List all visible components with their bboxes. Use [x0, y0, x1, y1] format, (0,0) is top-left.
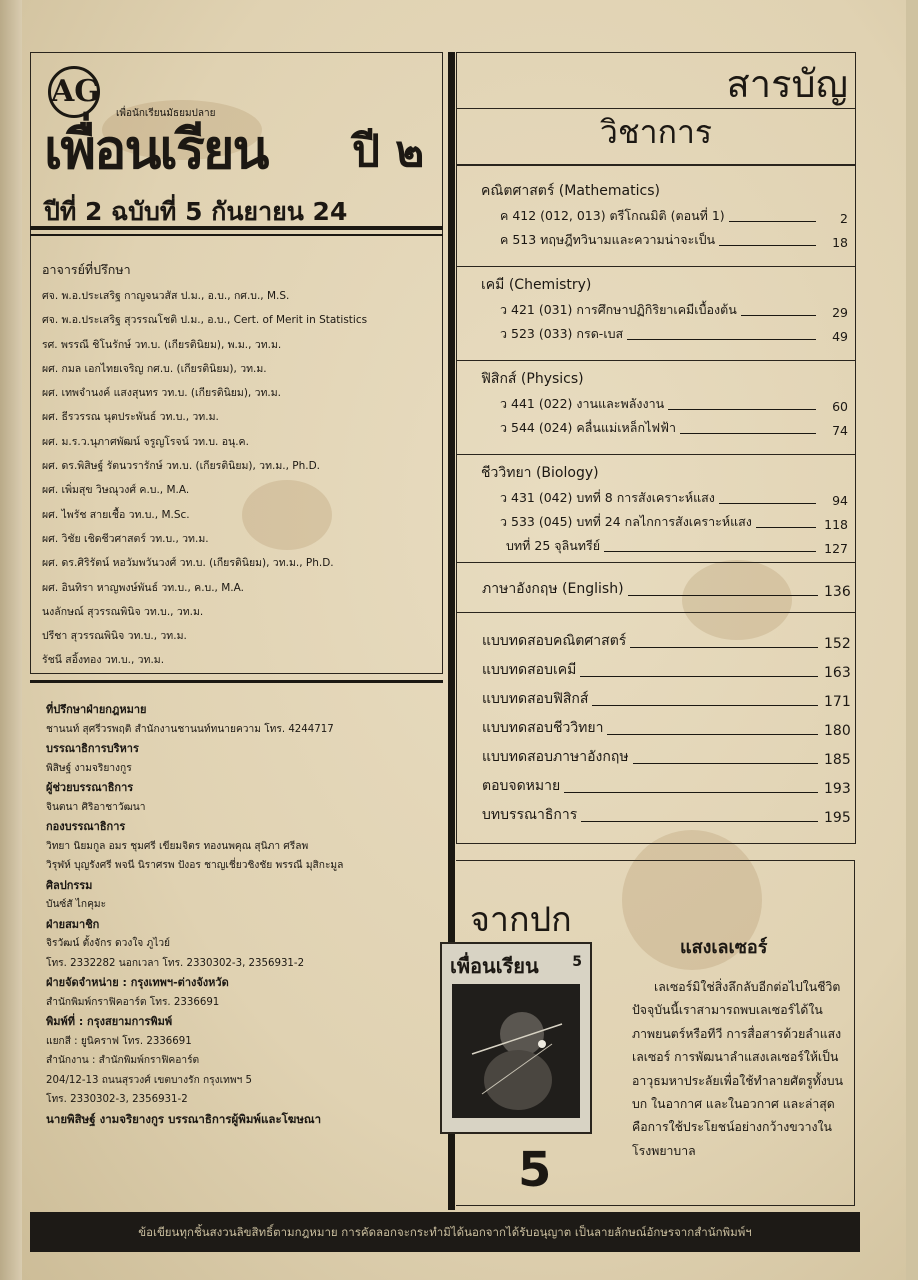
staff-line: บันซ์สั ไกคุมะ [46, 899, 107, 910]
toc-page-number: 127 [824, 541, 848, 556]
toc-page-number: 193 [824, 781, 851, 797]
toc-divider [456, 454, 856, 455]
masthead-rule [30, 226, 443, 230]
toc-row[interactable] [500, 230, 848, 250]
toc-row[interactable] [482, 688, 850, 710]
staff-line: โทร. 2332282 นอกเวลา โทร. 2330302-3, 2356931-2 [46, 957, 305, 969]
toc-label: ค 412 (012, 013) ตรีโกณมิติ (ตอนที่ 1) [500, 208, 725, 223]
staff-line: พิสิษฐ์ งามจริยางกูร [46, 762, 132, 774]
toc-divider [456, 562, 856, 563]
masthead-rule-thin [30, 234, 443, 236]
advisor-entry: ผศ. ธีรวรรณ นุตประพันธ์ วท.บ., วท.ม. [42, 411, 219, 424]
advisors-list [42, 284, 437, 673]
toc-leader-line [719, 503, 816, 504]
left-column [30, 52, 444, 1204]
article-body: เลเซอร์มิใช่สิ่งลึกลับอีกต่อไปในชีวิตปัจจุบันนี้เราสามารถพบเลเซอร์ได้ในภาพยนตร์หรือทีวี การสื่อสารด้วยลำแสงเลเซอร์ การพัฒนาลำแสงเลเซอร์ให้เป็นอาวุธมหาประลัยเพื่อใช้ทำลายศัตรูทั้งบนบก ในอากาศ และในอวกาศ และล่าสุดคือการใช้ประโยชน์อย่างกว้างขวางในโรงพยาบาล [632, 980, 843, 1158]
cover-thumb-title: เพื่อนเรียน [450, 954, 539, 978]
cover-thumb-number: 5 [572, 954, 582, 970]
staff-heading: ที่ปรึกษาฝ่ายกฎหมาย [46, 703, 147, 716]
copyright-text: ข้อเขียนทุกชิ้นสงวนลิขสิทธิ์ตามกฎหมาย การคัดลอกจะกระทำมิได้นอกจากได้รับอนุญาต เป็นลายลักษณ์อักษรจากสำนักพิมพ์ฯ [138, 1225, 752, 1239]
toc-row[interactable] [500, 206, 848, 226]
toc-row[interactable] [482, 746, 850, 768]
toc-leader-line [729, 221, 816, 222]
toc-page-number: 180 [824, 723, 851, 739]
toc-leader-line [592, 705, 818, 706]
cover-issue-number: 5 [518, 1142, 552, 1198]
toc-row[interactable] [482, 659, 850, 681]
toc-leader-line [628, 595, 818, 596]
toc-leader-line [741, 315, 816, 316]
toc-row[interactable] [482, 717, 850, 739]
toc-page-number: 152 [824, 636, 851, 652]
advisor-entry: ผศ. ไพรัช สายเชื้อ วท.บ., M.Sc. [42, 508, 190, 521]
advisors-heading: อาจารย์ที่ปรึกษา [42, 262, 131, 277]
toc-page-number: 136 [824, 584, 851, 600]
year-mark: ปี ๒ [352, 126, 425, 177]
toc-page-number: 185 [824, 752, 851, 768]
toc-leader-line [680, 433, 816, 434]
toc-title: สารบัญ [726, 62, 848, 106]
toc-page-number: 49 [832, 329, 848, 344]
advisor-entry: ผศ. กมล เอกไทยเจริญ กศ.บ. (เกียรตินิยม), วท.ม. [42, 362, 267, 375]
staff-line: จิรวัฒน์ ตั้งจักร ดวงใจ ภูไวย์ [46, 938, 171, 949]
toc-leader-line [630, 647, 818, 648]
magazine-title: เพื่อนเรียน [44, 118, 268, 181]
cover-heading: จากปก [470, 900, 572, 940]
advisor-entry: ศจ. พ.อ.ประเสริฐ กาญจนวสัส ป.ม., อ.บ., กศ.บ., M.S. [42, 290, 290, 302]
staff-credits [46, 700, 446, 1129]
toc-rule [456, 108, 856, 109]
toc-row[interactable] [500, 512, 848, 532]
toc-page-number: 163 [824, 665, 851, 681]
advisor-entry: รัชนี สอิ้งทอง วท.บ., วท.ม. [42, 654, 165, 667]
toc-page-number: 18 [832, 235, 848, 250]
toc-label: ตอบจดหมาย [482, 778, 561, 794]
staff-line: วิทยา นิยมกูล อมร ชุมศรี เขียมจิตร ทองนพคุณ สุนิภา ศรีลพ [46, 840, 309, 852]
right-column [450, 52, 856, 1212]
tagline: เพื่อนักเรียนมัธยมปลาย [116, 108, 216, 119]
staff-line: แยกสี : ยูนิคราฟ โทร. 2336691 [46, 1035, 192, 1047]
toc-label: ค 513 ทฤษฎีทวินามและความน่าจะเป็น [500, 232, 716, 247]
toc-leader-line [607, 734, 818, 735]
toc-leader-line [564, 792, 818, 793]
toc-label: ว 544 (024) คลื่นแม่เหล็กไฟฟ้า [500, 420, 677, 435]
toc-label: ว 421 (031) การศึกษาปฏิกิริยาเคมีเบื้องต้น [500, 302, 737, 317]
toc-leader-line [756, 527, 816, 528]
advisor-entry: ผศ. เพิ่มสุข วิษณุวงศ์ ค.บ., M.A. [42, 484, 190, 497]
toc-row[interactable] [500, 488, 848, 508]
toc-row[interactable] [506, 536, 848, 556]
advisor-entry: ผศ. ดร.ศิริรัตน์ หอวัมพวันวงศ์ วท.บ. (เกียรตินิยม), วท.ม., Ph.D. [42, 557, 334, 570]
toc-label: ว 431 (042) บทที่ 8 การสังเคราะห์แสง [500, 490, 715, 505]
toc-category: เคมี (Chemistry) [481, 277, 592, 293]
toc-row[interactable] [482, 578, 850, 600]
toc-category: ชีววิทยา (Biology) [481, 465, 599, 481]
staff-line: ชานนท์ สุศรีวรพฤติ สำนักงานชานนท์ทนายความ โทร. 4244717 [46, 723, 334, 735]
advisor-entry: ผศ. เทพจำนงค์ แสงสุนทร วท.บ. (เกียรตินิยม), วท.ม. [42, 387, 282, 400]
article-title: แสงเลเซอร์ [680, 937, 768, 958]
toc-row[interactable] [500, 418, 848, 438]
staff-heading: พิมพ์ที่ : กรุงสยามการพิมพ์ [46, 1015, 173, 1028]
toc-label: บทที่ 25 จุลินทรีย์ [506, 538, 601, 553]
cover-thumbnail [440, 942, 592, 1134]
advisor-entry: นงลักษณ์ สุวรรณพินิจ วท.บ., วท.ม. [42, 605, 204, 618]
toc-leader-line [627, 339, 816, 340]
toc-leader-line [580, 676, 818, 677]
advisor-entry: ผศ. วิชัย เชิดชีวศาสตร์ วท.บ., วท.ม. [42, 532, 209, 545]
toc-page-number: 2 [840, 211, 848, 226]
advisor-entry: ผศ. ม.ร.ว.นุภาศพัฒน์ จรูญโรจน์ วท.บ. อนุ.ค. [42, 435, 249, 448]
staff-line: สำนักพิมพ์กราฟิคอาร์ต โทร. 2336691 [46, 996, 220, 1008]
section-rule [30, 680, 443, 683]
toc-row[interactable] [482, 804, 850, 826]
toc-subtitle: วิชาการ [599, 113, 713, 151]
toc-page-number: 118 [824, 517, 848, 532]
toc-leader-line [604, 551, 816, 552]
toc-leader-line [668, 409, 816, 410]
toc-category: ฟิสิกส์ (Physics) [481, 371, 584, 387]
toc-divider [456, 360, 856, 361]
staff-line: วิรุฬห์ บุญรังศรี พจนี นิราศรพ ปังอร ชาญเชี่ยวชิงชัย พรรณี มุสิกะมูล [46, 860, 344, 871]
staff-line: โทร. 2330302-3, 2356931-2 [46, 1094, 188, 1105]
toc-row[interactable] [500, 300, 848, 320]
toc-category: คณิตศาสตร์ (Mathematics) [481, 183, 660, 199]
toc-leader-line [581, 821, 818, 822]
staff-heading: ศิลปกรรม [46, 878, 93, 892]
toc-label: แบบทดสอบฟิสิกส์ [482, 691, 589, 707]
toc-label: ว 523 (033) กรด-เบส [500, 326, 624, 341]
toc-label: ว 441 (022) งานและพลังงาน [500, 396, 665, 411]
toc-label: ภาษาอังกฤษ (English) [482, 581, 624, 597]
toc-label: แบบทดสอบคณิตศาสตร์ [482, 633, 627, 649]
staff-heading: บรรณาธิการบริหาร [46, 742, 139, 755]
staff-heading: กองบรรณาธิการ [46, 820, 126, 833]
toc-row[interactable] [482, 775, 850, 797]
staff-line: จินตนา ศิริอาชาวัฒนา [46, 801, 146, 813]
toc-row[interactable] [500, 394, 848, 414]
toc-page-number: 74 [832, 423, 848, 438]
toc-label: แบบทดสอบเคมี [482, 662, 577, 678]
staff-heading: ฝ่ายสมาชิก [46, 917, 100, 931]
copyright-banner [30, 1212, 860, 1252]
cover-photo [452, 984, 580, 1118]
toc-page-number: 195 [824, 810, 851, 826]
staff-heading: ผู้ช่วยบรรณาธิการ [46, 781, 134, 794]
toc-label: บทบรรณาธิการ [482, 807, 578, 823]
advisor-entry: ปรีชา สุวรรณพินิจ วท.บ., วท.ม. [42, 630, 187, 643]
advisor-entry: ผศ. อินทิรา หาญพงษ์พันธ์ วท.บ., ค.บ., M.A. [42, 581, 244, 594]
toc-label: ว 533 (045) บทที่ 24 กลไกการสังเคราะห์แสง [500, 514, 752, 529]
advisor-entry: รศ. พรรณี ชิโนรักษ์ วท.บ. (เกียรตินิยม), พ.ม., วท.ม. [42, 338, 282, 351]
advisor-entry: ศจ. พ.อ.ประเสริฐ สุวรรณโชติ ป.ม., อ.บ., Cert. of Merit in Statistics [42, 314, 368, 327]
toc-row[interactable] [482, 630, 850, 652]
toc-leader-line [633, 763, 818, 764]
toc-page-number: 94 [832, 493, 848, 508]
toc-label: แบบทดสอบชีววิทยา [482, 720, 604, 736]
toc-page-number: 29 [832, 305, 848, 320]
toc-page-number: 60 [832, 399, 848, 414]
issue-info: ปีที่ 2 ฉบับที่ 5 กันยายน 24 [44, 197, 348, 226]
toc-leader-line [719, 245, 816, 246]
toc-page-number: 171 [824, 694, 851, 710]
laser-photo-icon [452, 984, 580, 1118]
toc-divider [456, 266, 856, 267]
advisor-entry: ผศ. ดร.พิสิษฐ์ รัตนวรารักษ์ วท.บ. (เกียรตินิยม), วท.ม., Ph.D. [42, 460, 321, 473]
ag-logo: AG [48, 66, 100, 118]
subtitle-rule [456, 164, 856, 166]
staff-line: สำนักงาน : สำนักพิมพ์กราฟิคอาร์ต [46, 1055, 200, 1066]
page-edge-strip [0, 0, 22, 1280]
publisher-line: นายพิสิษฐ์ งามจริยางกูร บรรณาธิการผู้พิมพ์และโฆษณา [46, 1111, 322, 1126]
staff-heading: ฝ่ายจัดจำหน่าย : กรุงเทพฯ-ต่างจังหวัด [46, 976, 229, 989]
toc-label: แบบทดสอบภาษาอังกฤษ [482, 749, 629, 765]
staff-line: 204/12-13 ถนนสุรวงศ์ เขตบางรัก กรุงเทพฯ 5 [46, 1074, 252, 1086]
toc-row[interactable] [500, 324, 848, 344]
toc-divider [456, 612, 856, 613]
